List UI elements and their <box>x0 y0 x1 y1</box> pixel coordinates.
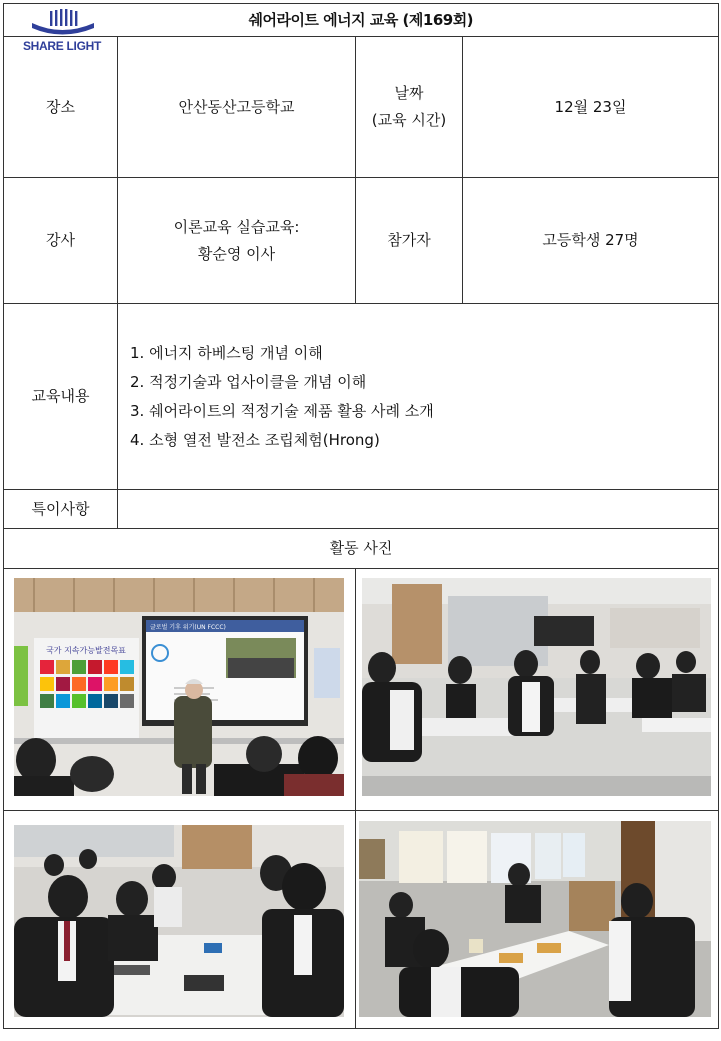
document-title: 쉐어라이트 에너지 교육 (제169회) <box>118 4 719 37</box>
content-list-cell <box>118 304 719 490</box>
document-page <box>3 3 718 1029</box>
slide-header: 글로벌 기후 위기(UN FCCC) <box>150 624 226 631</box>
date-value: 12월 23일 <box>463 37 719 178</box>
photo-assembly-2 <box>359 821 711 1017</box>
notes-label: 특이사항 <box>4 490 118 529</box>
education-report-table <box>3 3 719 1029</box>
photo-cell-1 <box>4 569 356 811</box>
share-light-logo <box>12 7 112 53</box>
place-label: 장소 <box>4 37 118 178</box>
instructor-value <box>118 178 356 304</box>
assembly-photo-image-1 <box>14 825 344 1017</box>
content-item: 4. 소형 열전 발전소 조립체험(Hrong) <box>130 430 380 449</box>
assembly-photo-image-2 <box>359 821 711 1017</box>
instructor-label: 강사 <box>4 178 118 304</box>
photo-classroom-listening <box>362 578 711 796</box>
photos-label: 활동 사진 <box>4 529 719 569</box>
logo-mark-icon <box>12 7 112 41</box>
date-label <box>356 37 463 178</box>
instructor-value-line2: 황순영 이사 <box>197 244 276 263</box>
date-label-line1: 날짜 <box>394 84 424 102</box>
poster-title: 국가 지속가능발전목표 <box>46 646 126 655</box>
date-label-line2: (교육 시간) <box>371 111 447 129</box>
photo-cell-4 <box>356 811 719 1029</box>
content-label: 교육내용 <box>4 304 118 490</box>
lecture-photo-image <box>14 578 344 796</box>
photo-cell-3 <box>4 811 356 1029</box>
participants-label: 참가자 <box>356 178 463 304</box>
content-item: 1. 에너지 하베스팅 개념 이해 <box>130 343 323 362</box>
photo-cell-2 <box>356 569 719 811</box>
instructor-value-line1: 이론교육 실습교육: <box>173 217 300 236</box>
notes-value <box>118 490 719 529</box>
participants-value: 고등학생 27명 <box>463 178 719 304</box>
photo-assembly-1 <box>14 825 344 1017</box>
photo-lecture <box>14 578 344 796</box>
content-item: 2. 적정기술과 업사이클을 개념 이해 <box>130 372 367 391</box>
logo-cell <box>4 4 118 53</box>
classroom-photo-image <box>362 578 711 796</box>
content-item: 3. 쉐어라이트의 적정기술 제품 활용 사례 소개 <box>130 401 434 420</box>
logo-text: SHARE LIGHT <box>22 39 102 53</box>
content-list <box>130 339 718 455</box>
place-value: 안산동산고등학교 <box>118 37 356 178</box>
